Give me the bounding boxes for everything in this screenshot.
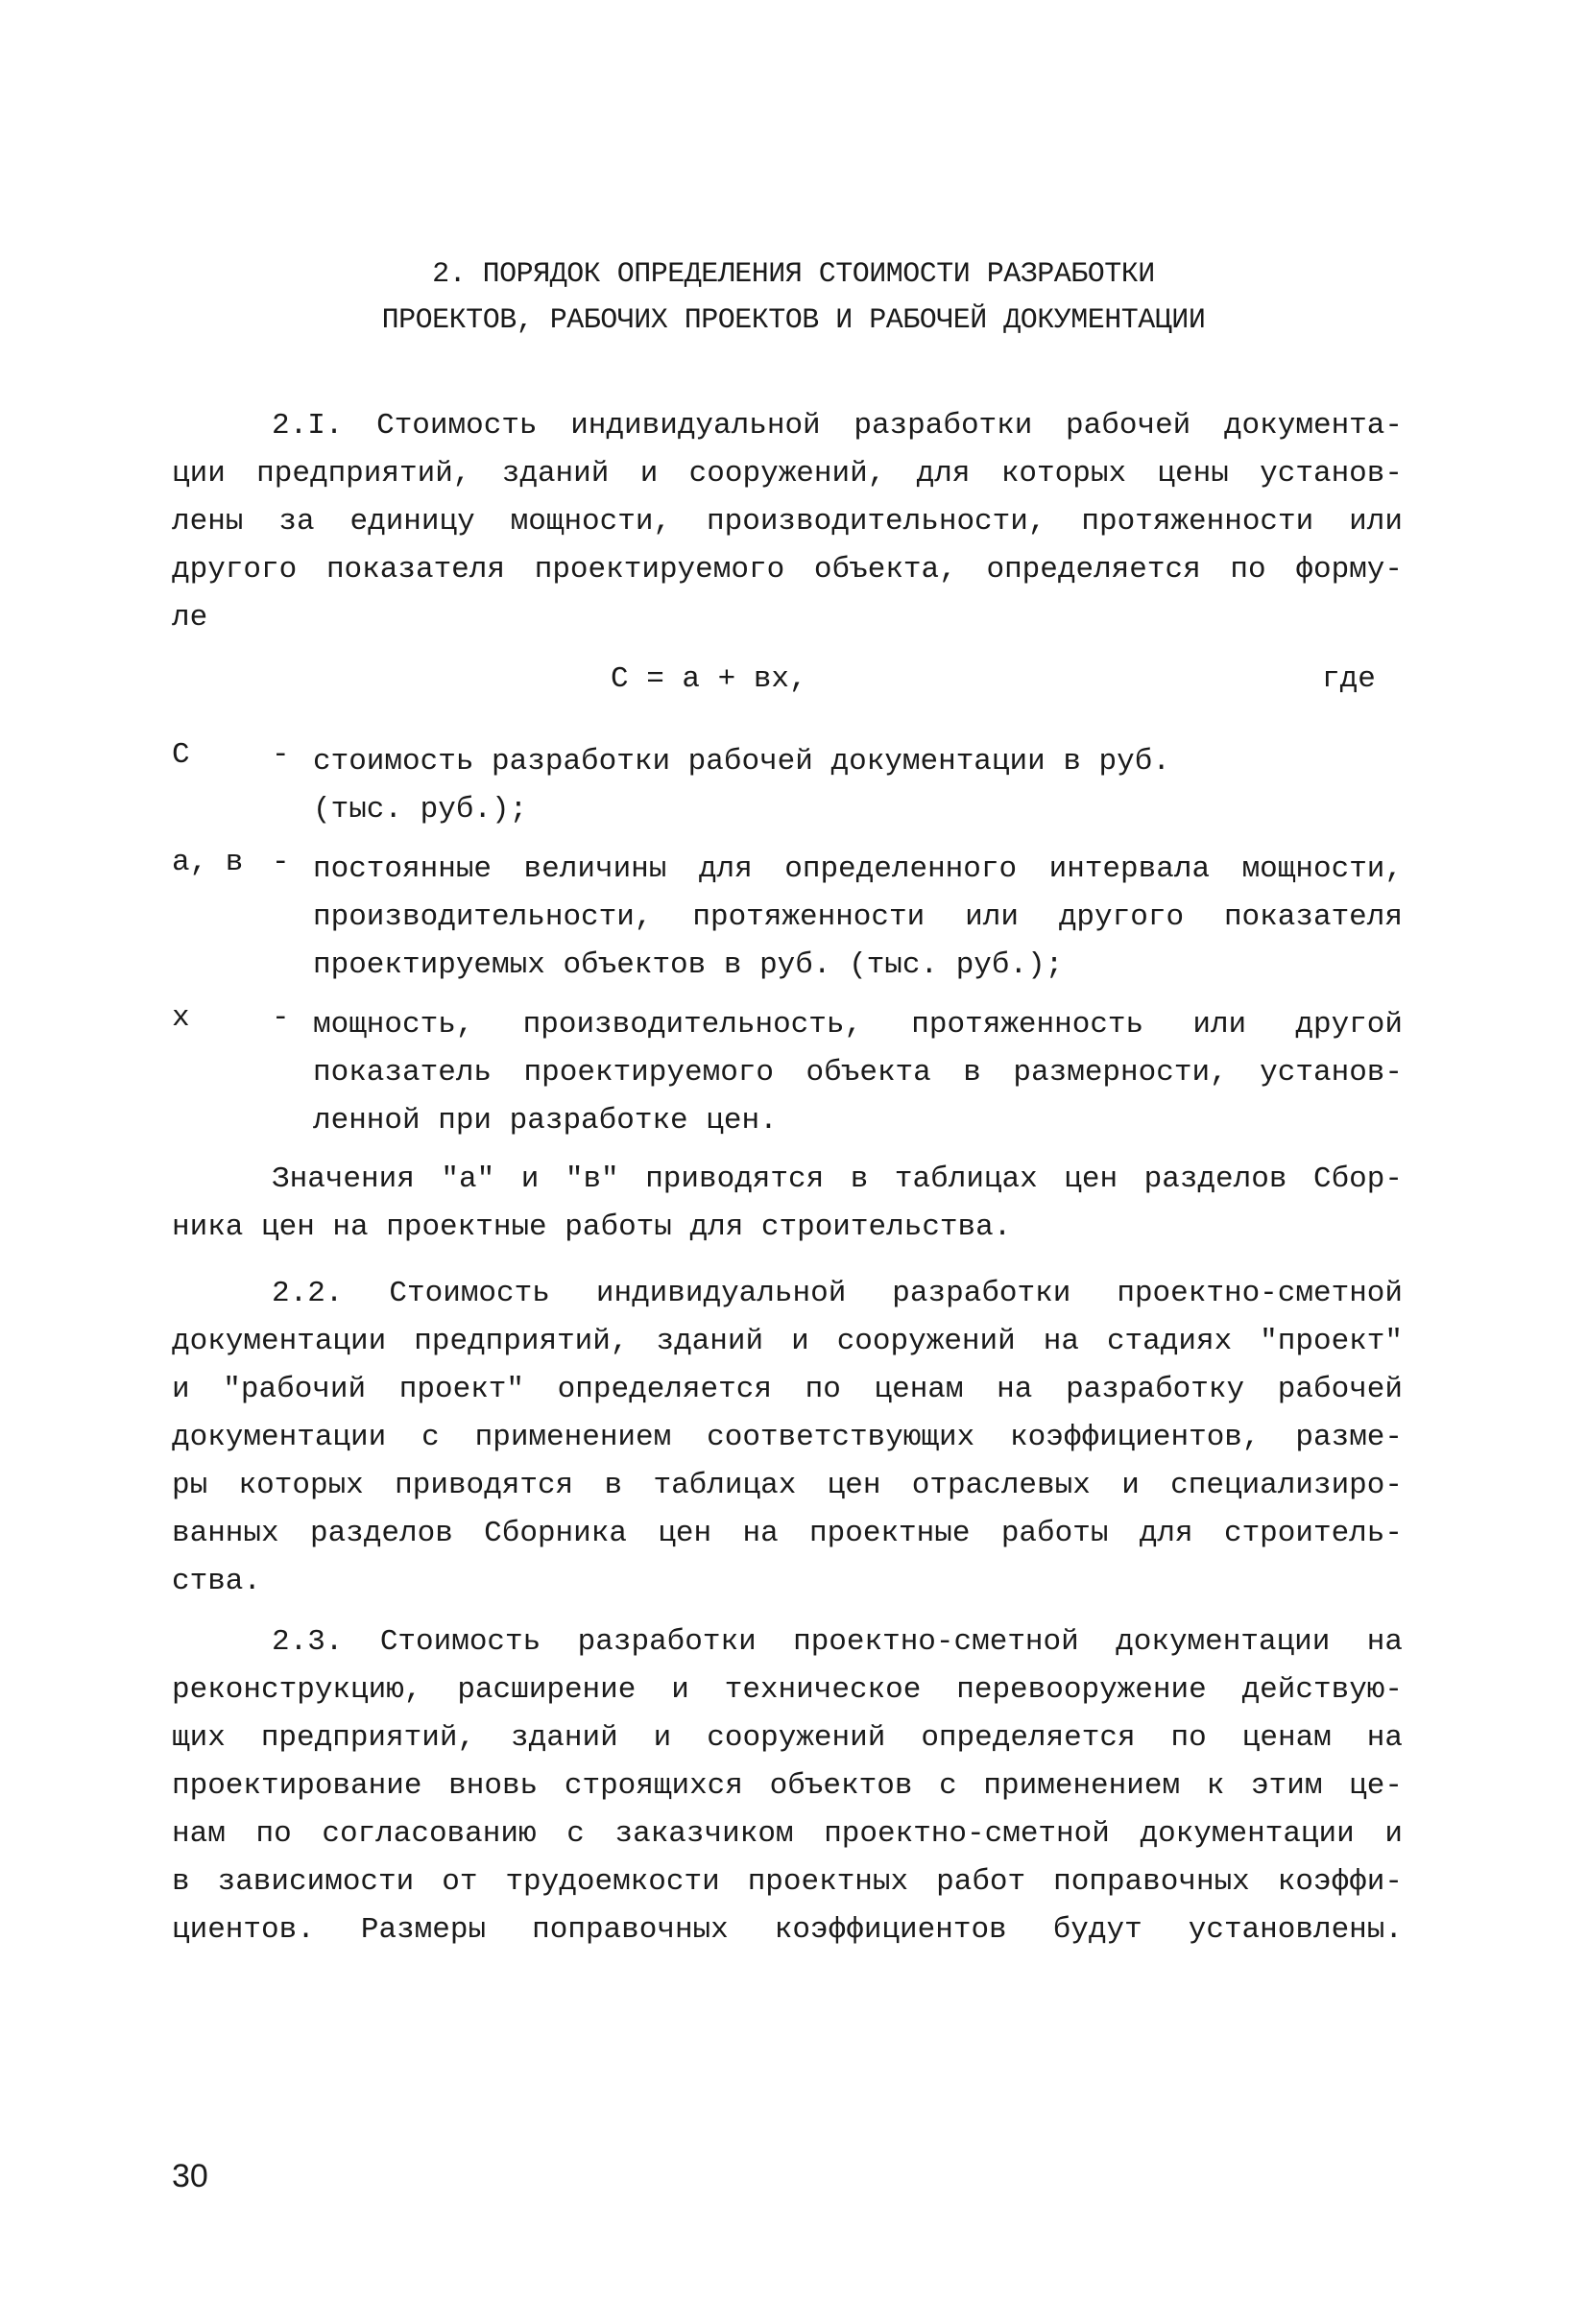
text-line: в зависимости от трудоемкости проектных работ поправочных коэффи- xyxy=(172,1865,1403,1899)
definition-dash: - xyxy=(272,1001,290,1035)
text-line: нам по согласованию с заказчиком проектно-сметной документации и xyxy=(172,1817,1403,1851)
definition-dash: - xyxy=(272,846,290,879)
definition-symbol: а, в xyxy=(172,846,244,879)
text-line: реконструкцию, расширение и техническое перевооружение действую- xyxy=(172,1673,1403,1707)
text-line: лены за единицу мощности, производительности, протяженности или xyxy=(172,505,1403,539)
section-title-line: 2. ПОРЯДОК ОПРЕДЕЛЕНИЯ СТОИМОСТИ РАЗРАБОТКИ xyxy=(432,258,1155,291)
text-line: ства. xyxy=(172,1565,262,1598)
definition-symbol: С xyxy=(172,738,190,772)
text-line: документации предприятий, зданий и сооружений на стадиях "проект" xyxy=(172,1325,1403,1358)
text-line: Значения "а" и "в" приводятся в таблицах цен разделов Сбор- xyxy=(272,1162,1403,1196)
text-line: щих предприятий, зданий и сооружений определяется по ценам на xyxy=(172,1721,1403,1755)
text-line: 2.3. Стоимость разработки проектно-сметной документации на xyxy=(272,1625,1403,1659)
text-line: (тыс. руб.); xyxy=(313,793,528,827)
section-title-line: ПРОЕКТОВ, РАБОЧИХ ПРОЕКТОВ И РАБОЧЕЙ ДОКУМЕНТАЦИИ xyxy=(381,304,1206,337)
text-line: ры которых приводятся в таблицах цен отраслевых и специализиро- xyxy=(172,1469,1403,1502)
text-line: и "рабочий проект" определяется по ценам на разработку рабочей xyxy=(172,1373,1403,1406)
text-line: циентов. Размеры поправочных коэффициентов будут установлены. xyxy=(172,1913,1403,1947)
text-line: ванных разделов Сборника цен на проектные работы для строитель- xyxy=(172,1517,1403,1550)
definition-symbol: х xyxy=(172,1001,190,1035)
definition-dash: - xyxy=(272,738,290,772)
text-line: проектирование вновь строящихся объектов с применением к этим це- xyxy=(172,1769,1403,1803)
text-line: показатель проектируемого объекта в размерности, установ- xyxy=(313,1056,1403,1090)
formula-line xyxy=(0,656,1587,704)
paragraph-2-2 xyxy=(172,1270,1403,1606)
text-line: ции предприятий, зданий и сооружений, для которых цены установ- xyxy=(172,457,1403,491)
section-title xyxy=(0,252,1587,344)
text-line: ленной при разработке цен. xyxy=(313,1104,778,1138)
text-line: мощность, производительность, протяженность или другой xyxy=(313,1008,1403,1042)
where-label: где xyxy=(1322,662,1376,696)
text-line: стоимость разработки рабочей документации в руб. xyxy=(313,745,1170,779)
text-line: ле xyxy=(172,601,208,635)
paragraph-2-3 xyxy=(172,1618,1403,1954)
text-line: другого показателя проектируемого объекта, определяется по форму- xyxy=(172,553,1403,587)
text-line: документации с применением соответствующих коэффициентов, разме- xyxy=(172,1421,1403,1454)
text-line: производительности, протяженности или другого показателя xyxy=(313,900,1403,934)
text-line: проектируемых объектов в руб. (тыс. руб.); xyxy=(313,948,1064,982)
formula: С = а + вх, xyxy=(611,662,807,696)
text-line: 2.2. Стоимость индивидуальной разработки проектно-сметной xyxy=(272,1277,1403,1310)
paragraph-values xyxy=(172,1156,1403,1252)
text-line: постоянные величины для определенного интервала мощности, xyxy=(313,852,1403,886)
text-line: 2.I. Стоимость индивидуальной разработки рабочей документа- xyxy=(272,409,1403,443)
text-line: ника цен на проектные работы для строительства. xyxy=(172,1210,1012,1244)
paragraph-2-1 xyxy=(172,402,1403,642)
page-number: 30 xyxy=(172,2158,208,2194)
